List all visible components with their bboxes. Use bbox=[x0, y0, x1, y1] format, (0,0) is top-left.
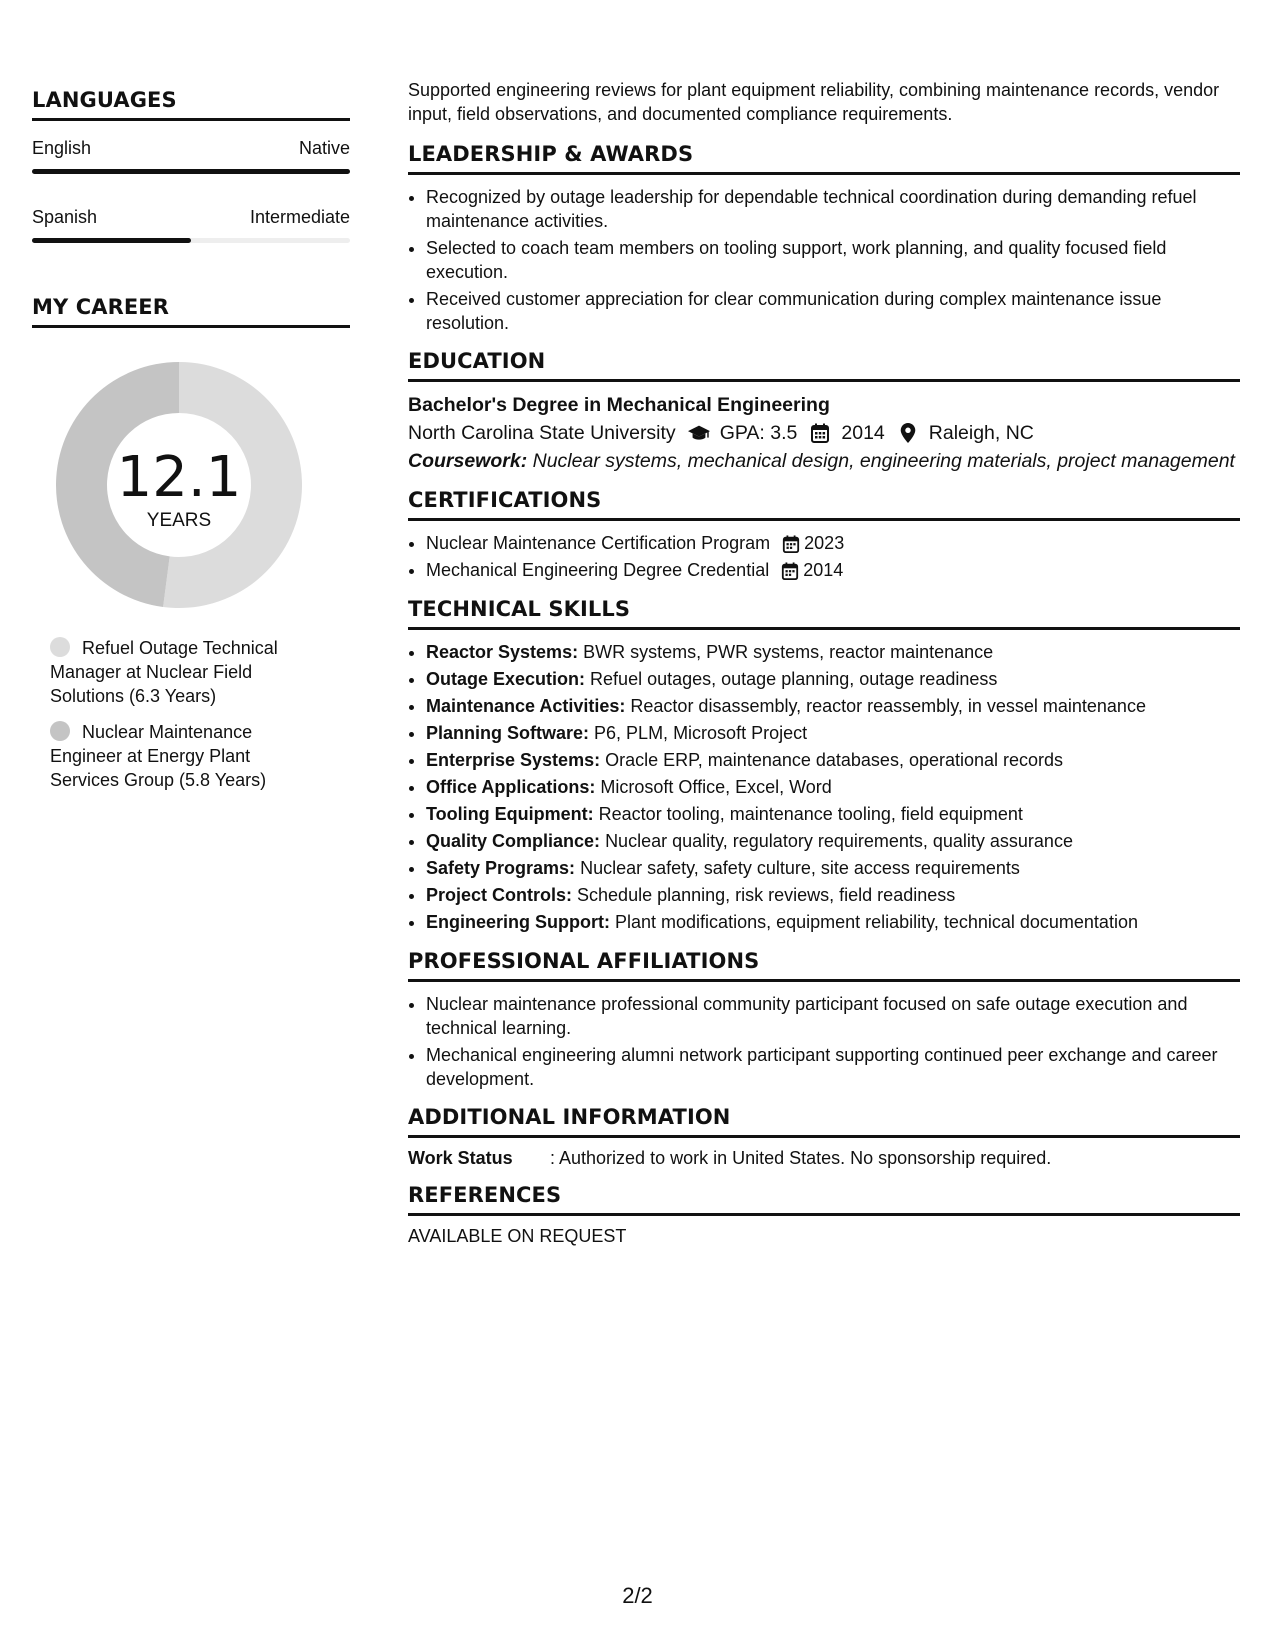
skill-value: Microsoft Office, Excel, Word bbox=[600, 777, 832, 797]
donut-center bbox=[56, 362, 302, 608]
career-section bbox=[32, 295, 350, 792]
languages-section bbox=[32, 88, 350, 243]
work-status-value: : Authorized to work in United States. No sponsorship required. bbox=[550, 1148, 1052, 1168]
list-item bbox=[426, 829, 1240, 854]
coursework-text: Nuclear systems, mechanical design, engineering materials, project management bbox=[532, 450, 1235, 472]
language-item bbox=[32, 204, 350, 243]
certification-year: 2014 bbox=[803, 560, 844, 580]
skill-value: Refuel outages, outage planning, outage readiness bbox=[590, 669, 998, 689]
skills-list bbox=[408, 640, 1240, 935]
skill-label: Outage Execution: bbox=[426, 669, 586, 689]
technical-skills-section bbox=[408, 597, 1240, 935]
list-item: • Nuclear maintenance professional community participant focused on safe outage execution and technical learning. bbox=[426, 992, 1240, 1040]
language-bar bbox=[32, 238, 350, 243]
map-pin-icon bbox=[897, 423, 919, 443]
career-legend bbox=[32, 636, 350, 792]
career-total: 12.1 bbox=[116, 445, 242, 510]
list-item: • Recognized by outage leadership for dependable technical coordination during demanding refuel maintenance activities. bbox=[426, 185, 1240, 233]
work-status-row bbox=[408, 1148, 1240, 1169]
language-item bbox=[32, 135, 350, 174]
references-section bbox=[408, 1183, 1240, 1247]
certifications-section bbox=[408, 488, 1240, 583]
graduation-year: 2014 bbox=[841, 422, 885, 444]
skill-label: Engineering Support: bbox=[426, 912, 610, 932]
language-level: Intermediate bbox=[249, 207, 350, 227]
education-section bbox=[408, 349, 1240, 474]
certification-name: • Mechanical Engineering Degree Credential bbox=[426, 560, 770, 580]
career-title: MY CAREER bbox=[32, 295, 350, 328]
affiliations-section bbox=[408, 949, 1240, 1091]
legend-label: Nuclear Maintenance Engineer at Energy Plant Services Group (5.8 Years) bbox=[50, 722, 267, 790]
skill-value: P6, PLM, Microsoft Project bbox=[594, 723, 808, 743]
list-item: • Mechanical engineering alumni network participant supporting continued peer exchange and career development. bbox=[426, 1043, 1240, 1091]
skill-value: BWR systems, PWR systems, reactor maintenance bbox=[583, 642, 994, 662]
skill-label: Office Applications: bbox=[426, 777, 596, 797]
skill-label: Enterprise Systems: bbox=[426, 750, 601, 770]
calendar-icon bbox=[809, 423, 831, 443]
skill-value: Plant modifications, equipment reliability, technical documentation bbox=[615, 912, 1138, 932]
skill-value: Oracle ERP, maintenance databases, operational records bbox=[605, 750, 1064, 770]
coursework-label: Coursework: bbox=[408, 450, 528, 472]
legend-item bbox=[50, 720, 310, 792]
skill-label: Reactor Systems: bbox=[426, 642, 579, 662]
school-location: Raleigh, NC bbox=[928, 422, 1034, 444]
language-name: English bbox=[32, 138, 92, 158]
affiliations-list bbox=[408, 992, 1240, 1091]
language-name: Spanish bbox=[32, 207, 98, 227]
language-bar-fill bbox=[32, 238, 191, 243]
education-title: EDUCATION bbox=[408, 349, 1240, 382]
list-item bbox=[426, 640, 1240, 665]
skill-label: Planning Software: bbox=[426, 723, 590, 743]
affiliations-title: PROFESSIONAL AFFILIATIONS bbox=[408, 949, 1240, 982]
left-column bbox=[32, 88, 350, 804]
school-name: North Carolina State University bbox=[408, 422, 676, 444]
right-column bbox=[408, 78, 1240, 1261]
experience-continuation: Supported engineering reviews for plant equipment reliability, combining maintenance records, vendor input, field observations, and documented compliance requirements. bbox=[408, 80, 1220, 124]
language-level: Native bbox=[298, 138, 350, 158]
calendar-icon bbox=[781, 562, 799, 580]
skill-label: Safety Programs: bbox=[426, 858, 576, 878]
skill-value: Schedule planning, risk reviews, field readiness bbox=[577, 885, 956, 905]
certification-name: • Nuclear Maintenance Certification Program bbox=[426, 533, 771, 553]
career-donut-chart bbox=[56, 362, 302, 608]
skill-value: Reactor disassembly, reactor reassembly, in vessel maintenance bbox=[630, 696, 1146, 716]
page-number: 2/2 bbox=[622, 1583, 653, 1608]
references-text: AVAILABLE ON REQUEST bbox=[408, 1226, 627, 1246]
leadership-list bbox=[408, 185, 1240, 335]
language-bar-fill bbox=[32, 169, 350, 174]
technical-skills-title: TECHNICAL SKILLS bbox=[408, 597, 1240, 630]
skill-value: Nuclear quality, regulatory requirements, quality assurance bbox=[605, 831, 1073, 851]
list-item bbox=[426, 883, 1240, 908]
list-item bbox=[426, 667, 1240, 692]
list-item: • Received customer appreciation for clear communication during complex maintenance issue resolution. bbox=[426, 287, 1240, 335]
list-item bbox=[426, 694, 1240, 719]
languages-title: LANGUAGES bbox=[32, 88, 350, 121]
degree-name: Bachelor's Degree in Mechanical Engineering bbox=[408, 394, 830, 416]
list-item bbox=[426, 775, 1240, 800]
leadership-section bbox=[408, 142, 1240, 335]
list-item: • Selected to coach team members on tooling support, work planning, and quality focused field execution. bbox=[426, 236, 1240, 284]
skill-label: Maintenance Activities: bbox=[426, 696, 626, 716]
additional-info-title: ADDITIONAL INFORMATION bbox=[408, 1105, 1240, 1138]
work-status-key: Work Status bbox=[408, 1148, 513, 1168]
list-item bbox=[426, 910, 1240, 935]
language-bar bbox=[32, 169, 350, 174]
certifications-title: CERTIFICATIONS bbox=[408, 488, 1240, 521]
skill-label: Project Controls: bbox=[426, 885, 573, 905]
legend-item bbox=[50, 636, 310, 708]
graduation-cap-icon bbox=[688, 423, 710, 443]
list-item bbox=[426, 531, 1240, 556]
skill-label: Tooling Equipment: bbox=[426, 804, 594, 824]
education-meta bbox=[408, 418, 1240, 448]
list-item bbox=[426, 748, 1240, 773]
list-item bbox=[426, 856, 1240, 881]
list-item bbox=[426, 558, 1240, 583]
legend-swatch bbox=[50, 721, 70, 741]
list-item bbox=[426, 802, 1240, 827]
legend-swatch bbox=[50, 637, 70, 657]
language-list bbox=[32, 135, 350, 243]
coursework bbox=[408, 449, 1240, 474]
list-item bbox=[426, 721, 1240, 746]
certification-year: 2023 bbox=[804, 533, 845, 553]
skill-label: Quality Compliance: bbox=[426, 831, 601, 851]
skill-value: Nuclear safety, safety culture, site access requirements bbox=[580, 858, 1020, 878]
gpa: GPA: 3.5 bbox=[719, 422, 798, 444]
skill-value: Reactor tooling, maintenance tooling, field equipment bbox=[598, 804, 1023, 824]
certifications-list bbox=[408, 531, 1240, 583]
career-unit: YEARS bbox=[146, 510, 212, 531]
additional-info-section bbox=[408, 1105, 1240, 1169]
references-title: REFERENCES bbox=[408, 1183, 1240, 1216]
leadership-title: LEADERSHIP & AWARDS bbox=[408, 142, 1240, 175]
legend-label: Refuel Outage Technical Manager at Nuclear Field Solutions (6.3 Years) bbox=[50, 638, 278, 706]
calendar-icon bbox=[782, 535, 800, 553]
